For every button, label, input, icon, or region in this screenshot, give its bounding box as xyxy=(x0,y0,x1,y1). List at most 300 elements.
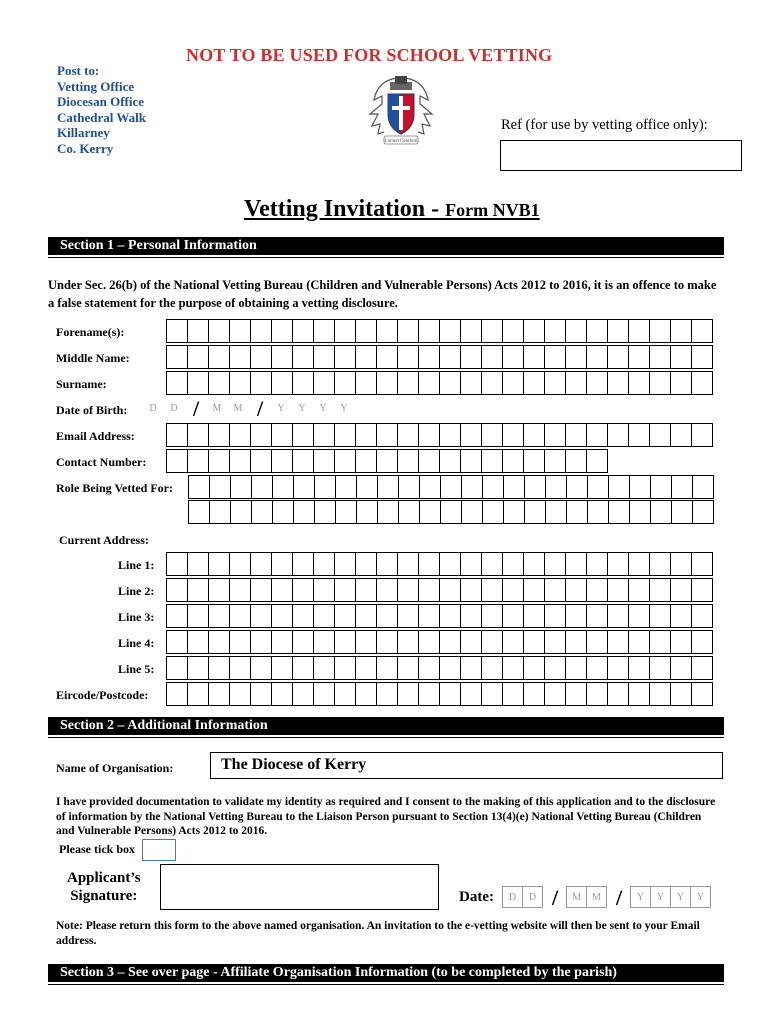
char-cell[interactable] xyxy=(398,475,420,499)
char-cell[interactable] xyxy=(439,552,461,576)
char-cell[interactable] xyxy=(692,475,714,499)
char-cell[interactable] xyxy=(586,604,608,628)
char-cell[interactable] xyxy=(460,449,482,473)
char-cell[interactable] xyxy=(334,630,356,654)
char-cell[interactable] xyxy=(187,604,209,628)
char-cell[interactable] xyxy=(376,319,398,343)
char-cell[interactable] xyxy=(418,630,440,654)
char-cell[interactable] xyxy=(250,319,272,343)
char-cell[interactable] xyxy=(523,423,545,447)
char-cell[interactable] xyxy=(250,423,272,447)
char-cell[interactable] xyxy=(523,604,545,628)
char-cell[interactable] xyxy=(313,630,335,654)
char-cell[interactable] xyxy=(355,552,377,576)
char-cell[interactable] xyxy=(439,604,461,628)
char-cell[interactable] xyxy=(587,500,609,524)
char-cell[interactable] xyxy=(397,423,419,447)
char-cell[interactable] xyxy=(523,371,545,395)
char-cell[interactable] xyxy=(313,682,335,706)
char-cell[interactable] xyxy=(565,371,587,395)
email-grid[interactable] xyxy=(166,423,713,447)
char-cell[interactable] xyxy=(187,371,209,395)
char-cell[interactable] xyxy=(544,449,566,473)
char-cell[interactable] xyxy=(565,345,587,369)
char-cell[interactable] xyxy=(587,475,609,499)
char-cell[interactable] xyxy=(481,578,503,602)
char-cell[interactable] xyxy=(293,500,315,524)
char-cell[interactable] xyxy=(460,319,482,343)
char-cell[interactable] xyxy=(376,371,398,395)
char-cell[interactable] xyxy=(461,475,483,499)
char-cell[interactable] xyxy=(586,423,608,447)
char-cell[interactable] xyxy=(566,500,588,524)
char-cell[interactable] xyxy=(271,552,293,576)
char-cell[interactable] xyxy=(649,371,671,395)
address-line-5-grid[interactable] xyxy=(166,656,713,680)
char-cell[interactable] xyxy=(439,371,461,395)
char-cell[interactable] xyxy=(649,319,671,343)
char-cell[interactable] xyxy=(460,604,482,628)
char-cell[interactable] xyxy=(376,630,398,654)
char-cell[interactable] xyxy=(356,475,378,499)
char-cell[interactable] xyxy=(439,319,461,343)
char-cell[interactable] xyxy=(544,604,566,628)
char-cell[interactable] xyxy=(671,500,693,524)
char-cell[interactable] xyxy=(292,371,314,395)
char-cell[interactable] xyxy=(271,423,293,447)
char-cell[interactable] xyxy=(313,371,335,395)
char-cell[interactable] xyxy=(586,449,608,473)
char-cell[interactable] xyxy=(355,578,377,602)
char-cell[interactable] xyxy=(460,371,482,395)
char-cell[interactable] xyxy=(649,345,671,369)
char-cell[interactable] xyxy=(418,449,440,473)
char-cell[interactable] xyxy=(544,552,566,576)
char-cell[interactable] xyxy=(608,475,630,499)
char-cell[interactable] xyxy=(335,475,357,499)
char-cell[interactable] xyxy=(565,604,587,628)
char-cell[interactable] xyxy=(313,552,335,576)
signature-date-field[interactable] xyxy=(502,886,711,910)
char-cell[interactable] xyxy=(502,371,524,395)
char-cell[interactable] xyxy=(271,371,293,395)
contact-number-grid[interactable] xyxy=(166,449,608,473)
char-cell[interactable] xyxy=(544,319,566,343)
char-cell[interactable] xyxy=(670,319,692,343)
char-cell[interactable] xyxy=(313,423,335,447)
char-cell[interactable] xyxy=(313,345,335,369)
char-cell[interactable] xyxy=(691,656,713,680)
char-cell[interactable] xyxy=(439,656,461,680)
char-cell[interactable] xyxy=(187,423,209,447)
char-cell[interactable] xyxy=(628,319,650,343)
char-cell[interactable] xyxy=(230,500,252,524)
char-cell[interactable] xyxy=(166,345,188,369)
char-cell[interactable] xyxy=(377,475,399,499)
char-cell[interactable] xyxy=(460,552,482,576)
char-cell[interactable] xyxy=(271,319,293,343)
char-cell[interactable] xyxy=(607,345,629,369)
char-cell[interactable] xyxy=(292,319,314,343)
char-cell[interactable] xyxy=(166,552,188,576)
char-cell[interactable] xyxy=(418,578,440,602)
middle-name-grid[interactable] xyxy=(166,345,713,369)
char-cell[interactable] xyxy=(292,578,314,602)
char-cell[interactable] xyxy=(629,500,651,524)
char-cell[interactable] xyxy=(566,475,588,499)
signature-field[interactable] xyxy=(160,864,439,910)
char-cell[interactable] xyxy=(439,449,461,473)
char-cell[interactable] xyxy=(355,345,377,369)
char-cell[interactable] xyxy=(398,500,420,524)
char-cell[interactable] xyxy=(650,475,672,499)
char-cell[interactable] xyxy=(376,682,398,706)
date-day-cell[interactable]: D xyxy=(502,886,523,908)
char-cell[interactable] xyxy=(251,500,273,524)
char-cell[interactable] xyxy=(460,630,482,654)
char-cell[interactable] xyxy=(313,578,335,602)
char-cell[interactable] xyxy=(208,630,230,654)
char-cell[interactable] xyxy=(355,371,377,395)
char-cell[interactable] xyxy=(460,423,482,447)
char-cell[interactable] xyxy=(691,682,713,706)
char-cell[interactable] xyxy=(334,345,356,369)
char-cell[interactable] xyxy=(691,423,713,447)
char-cell[interactable] xyxy=(481,682,503,706)
organisation-field[interactable]: The Diocese of Kerry xyxy=(210,752,723,779)
char-cell[interactable] xyxy=(271,630,293,654)
role-grid-row-2[interactable] xyxy=(188,500,714,524)
char-cell[interactable] xyxy=(166,604,188,628)
char-cell[interactable] xyxy=(503,500,525,524)
char-cell[interactable] xyxy=(628,682,650,706)
char-cell[interactable] xyxy=(355,449,377,473)
char-cell[interactable] xyxy=(418,552,440,576)
char-cell[interactable] xyxy=(397,604,419,628)
char-cell[interactable] xyxy=(313,604,335,628)
char-cell[interactable] xyxy=(670,423,692,447)
char-cell[interactable] xyxy=(334,682,356,706)
char-cell[interactable] xyxy=(586,319,608,343)
dob-year-cell[interactable]: Y xyxy=(312,397,334,421)
char-cell[interactable] xyxy=(502,604,524,628)
char-cell[interactable] xyxy=(586,552,608,576)
char-cell[interactable] xyxy=(691,578,713,602)
date-year-cell[interactable]: Y xyxy=(690,886,711,908)
char-cell[interactable] xyxy=(670,604,692,628)
char-cell[interactable] xyxy=(292,423,314,447)
char-cell[interactable] xyxy=(271,682,293,706)
char-cell[interactable] xyxy=(460,682,482,706)
address-line-2-grid[interactable] xyxy=(166,578,713,602)
surname-grid[interactable] xyxy=(166,371,713,395)
char-cell[interactable] xyxy=(397,552,419,576)
char-cell[interactable] xyxy=(314,475,336,499)
char-cell[interactable] xyxy=(418,682,440,706)
char-cell[interactable] xyxy=(671,475,693,499)
char-cell[interactable] xyxy=(502,345,524,369)
char-cell[interactable] xyxy=(608,500,630,524)
char-cell[interactable] xyxy=(418,656,440,680)
char-cell[interactable] xyxy=(250,449,272,473)
char-cell[interactable] xyxy=(187,552,209,576)
char-cell[interactable] xyxy=(628,345,650,369)
char-cell[interactable] xyxy=(397,656,419,680)
char-cell[interactable] xyxy=(523,449,545,473)
char-cell[interactable] xyxy=(481,656,503,680)
date-year-cell[interactable]: Y xyxy=(630,886,651,908)
char-cell[interactable] xyxy=(586,578,608,602)
dob-day-cell[interactable]: D xyxy=(163,397,185,421)
char-cell[interactable] xyxy=(250,345,272,369)
char-cell[interactable] xyxy=(607,319,629,343)
char-cell[interactable] xyxy=(628,371,650,395)
char-cell[interactable] xyxy=(692,500,714,524)
date-year-cell[interactable]: Y xyxy=(650,886,671,908)
char-cell[interactable] xyxy=(565,319,587,343)
char-cell[interactable] xyxy=(208,656,230,680)
char-cell[interactable] xyxy=(544,682,566,706)
char-cell[interactable] xyxy=(586,345,608,369)
char-cell[interactable] xyxy=(229,630,251,654)
char-cell[interactable] xyxy=(670,578,692,602)
char-cell[interactable] xyxy=(334,578,356,602)
char-cell[interactable] xyxy=(607,423,629,447)
char-cell[interactable] xyxy=(502,449,524,473)
date-year-cell[interactable]: Y xyxy=(670,886,691,908)
char-cell[interactable] xyxy=(208,345,230,369)
ref-input[interactable] xyxy=(500,140,742,171)
char-cell[interactable] xyxy=(544,630,566,654)
char-cell[interactable] xyxy=(229,604,251,628)
char-cell[interactable] xyxy=(166,656,188,680)
char-cell[interactable] xyxy=(271,345,293,369)
char-cell[interactable] xyxy=(481,423,503,447)
char-cell[interactable] xyxy=(376,423,398,447)
char-cell[interactable] xyxy=(482,475,504,499)
char-cell[interactable] xyxy=(523,578,545,602)
char-cell[interactable] xyxy=(166,449,188,473)
char-cell[interactable] xyxy=(419,475,441,499)
char-cell[interactable] xyxy=(229,423,251,447)
dob-year-cell[interactable]: Y xyxy=(270,397,292,421)
char-cell[interactable] xyxy=(229,319,251,343)
char-cell[interactable] xyxy=(376,578,398,602)
char-cell[interactable] xyxy=(229,682,251,706)
char-cell[interactable] xyxy=(481,449,503,473)
char-cell[interactable] xyxy=(418,371,440,395)
char-cell[interactable] xyxy=(187,345,209,369)
address-line-1-grid[interactable] xyxy=(166,552,713,576)
char-cell[interactable] xyxy=(334,423,356,447)
char-cell[interactable] xyxy=(440,500,462,524)
char-cell[interactable] xyxy=(628,656,650,680)
char-cell[interactable] xyxy=(544,656,566,680)
role-grid-row-1[interactable] xyxy=(188,475,714,499)
char-cell[interactable] xyxy=(397,371,419,395)
char-cell[interactable] xyxy=(229,345,251,369)
char-cell[interactable] xyxy=(208,682,230,706)
char-cell[interactable] xyxy=(229,371,251,395)
char-cell[interactable] xyxy=(355,682,377,706)
char-cell[interactable] xyxy=(313,656,335,680)
char-cell[interactable] xyxy=(607,578,629,602)
char-cell[interactable] xyxy=(439,682,461,706)
char-cell[interactable] xyxy=(670,552,692,576)
char-cell[interactable] xyxy=(649,682,671,706)
char-cell[interactable] xyxy=(523,630,545,654)
dob-day-cell[interactable]: D xyxy=(142,397,164,421)
char-cell[interactable] xyxy=(691,630,713,654)
char-cell[interactable] xyxy=(649,656,671,680)
char-cell[interactable] xyxy=(503,475,525,499)
char-cell[interactable] xyxy=(376,449,398,473)
char-cell[interactable] xyxy=(250,630,272,654)
char-cell[interactable] xyxy=(292,682,314,706)
char-cell[interactable] xyxy=(187,319,209,343)
char-cell[interactable] xyxy=(250,656,272,680)
char-cell[interactable] xyxy=(229,578,251,602)
char-cell[interactable] xyxy=(334,371,356,395)
char-cell[interactable] xyxy=(502,552,524,576)
char-cell[interactable] xyxy=(607,371,629,395)
char-cell[interactable] xyxy=(523,656,545,680)
char-cell[interactable] xyxy=(292,656,314,680)
char-cell[interactable] xyxy=(334,319,356,343)
char-cell[interactable] xyxy=(187,578,209,602)
char-cell[interactable] xyxy=(440,475,462,499)
char-cell[interactable] xyxy=(461,500,483,524)
char-cell[interactable] xyxy=(187,656,209,680)
char-cell[interactable] xyxy=(397,345,419,369)
char-cell[interactable] xyxy=(166,319,188,343)
char-cell[interactable] xyxy=(670,682,692,706)
char-cell[interactable] xyxy=(355,604,377,628)
char-cell[interactable] xyxy=(565,423,587,447)
char-cell[interactable] xyxy=(439,578,461,602)
char-cell[interactable] xyxy=(377,500,399,524)
char-cell[interactable] xyxy=(292,345,314,369)
char-cell[interactable] xyxy=(628,423,650,447)
char-cell[interactable] xyxy=(187,682,209,706)
char-cell[interactable] xyxy=(229,552,251,576)
char-cell[interactable] xyxy=(208,552,230,576)
char-cell[interactable] xyxy=(544,371,566,395)
char-cell[interactable] xyxy=(292,449,314,473)
char-cell[interactable] xyxy=(565,656,587,680)
char-cell[interactable] xyxy=(292,630,314,654)
char-cell[interactable] xyxy=(650,500,672,524)
char-cell[interactable] xyxy=(439,423,461,447)
char-cell[interactable] xyxy=(481,630,503,654)
char-cell[interactable] xyxy=(607,552,629,576)
dob-field[interactable] xyxy=(142,397,355,421)
char-cell[interactable] xyxy=(545,475,567,499)
char-cell[interactable] xyxy=(230,475,252,499)
char-cell[interactable] xyxy=(481,371,503,395)
date-day-cell[interactable]: D xyxy=(522,886,543,908)
char-cell[interactable] xyxy=(188,500,210,524)
char-cell[interactable] xyxy=(313,319,335,343)
char-cell[interactable] xyxy=(188,475,210,499)
char-cell[interactable] xyxy=(334,656,356,680)
char-cell[interactable] xyxy=(502,578,524,602)
char-cell[interactable] xyxy=(482,500,504,524)
char-cell[interactable] xyxy=(629,475,651,499)
char-cell[interactable] xyxy=(397,578,419,602)
dob-year-cell[interactable]: Y xyxy=(333,397,355,421)
char-cell[interactable] xyxy=(607,604,629,628)
char-cell[interactable] xyxy=(523,319,545,343)
char-cell[interactable] xyxy=(670,345,692,369)
char-cell[interactable] xyxy=(250,682,272,706)
char-cell[interactable] xyxy=(209,475,231,499)
char-cell[interactable] xyxy=(481,552,503,576)
char-cell[interactable] xyxy=(607,682,629,706)
char-cell[interactable] xyxy=(524,475,546,499)
char-cell[interactable] xyxy=(691,604,713,628)
char-cell[interactable] xyxy=(523,345,545,369)
char-cell[interactable] xyxy=(481,604,503,628)
char-cell[interactable] xyxy=(334,604,356,628)
char-cell[interactable] xyxy=(292,552,314,576)
char-cell[interactable] xyxy=(649,578,671,602)
char-cell[interactable] xyxy=(544,345,566,369)
char-cell[interactable] xyxy=(187,449,209,473)
char-cell[interactable] xyxy=(670,656,692,680)
char-cell[interactable] xyxy=(691,552,713,576)
char-cell[interactable] xyxy=(355,630,377,654)
char-cell[interactable] xyxy=(502,630,524,654)
char-cell[interactable] xyxy=(628,630,650,654)
char-cell[interactable] xyxy=(649,423,671,447)
date-month-cell[interactable]: M xyxy=(566,886,587,908)
dob-month-cell[interactable]: M xyxy=(206,397,228,421)
char-cell[interactable] xyxy=(209,500,231,524)
char-cell[interactable] xyxy=(545,500,567,524)
char-cell[interactable] xyxy=(208,578,230,602)
char-cell[interactable] xyxy=(502,656,524,680)
char-cell[interactable] xyxy=(628,578,650,602)
char-cell[interactable] xyxy=(250,604,272,628)
char-cell[interactable] xyxy=(397,449,419,473)
char-cell[interactable] xyxy=(460,578,482,602)
char-cell[interactable] xyxy=(250,578,272,602)
char-cell[interactable] xyxy=(481,345,503,369)
char-cell[interactable] xyxy=(691,345,713,369)
char-cell[interactable] xyxy=(356,500,378,524)
char-cell[interactable] xyxy=(271,449,293,473)
char-cell[interactable] xyxy=(418,319,440,343)
char-cell[interactable] xyxy=(439,630,461,654)
char-cell[interactable] xyxy=(250,552,272,576)
char-cell[interactable] xyxy=(439,345,461,369)
char-cell[interactable] xyxy=(418,604,440,628)
char-cell[interactable] xyxy=(418,345,440,369)
char-cell[interactable] xyxy=(670,371,692,395)
char-cell[interactable] xyxy=(166,371,188,395)
char-cell[interactable] xyxy=(523,552,545,576)
char-cell[interactable] xyxy=(544,423,566,447)
char-cell[interactable] xyxy=(335,500,357,524)
char-cell[interactable] xyxy=(524,500,546,524)
char-cell[interactable] xyxy=(208,449,230,473)
char-cell[interactable] xyxy=(376,656,398,680)
char-cell[interactable] xyxy=(502,682,524,706)
char-cell[interactable] xyxy=(313,449,335,473)
char-cell[interactable] xyxy=(565,682,587,706)
char-cell[interactable] xyxy=(607,656,629,680)
